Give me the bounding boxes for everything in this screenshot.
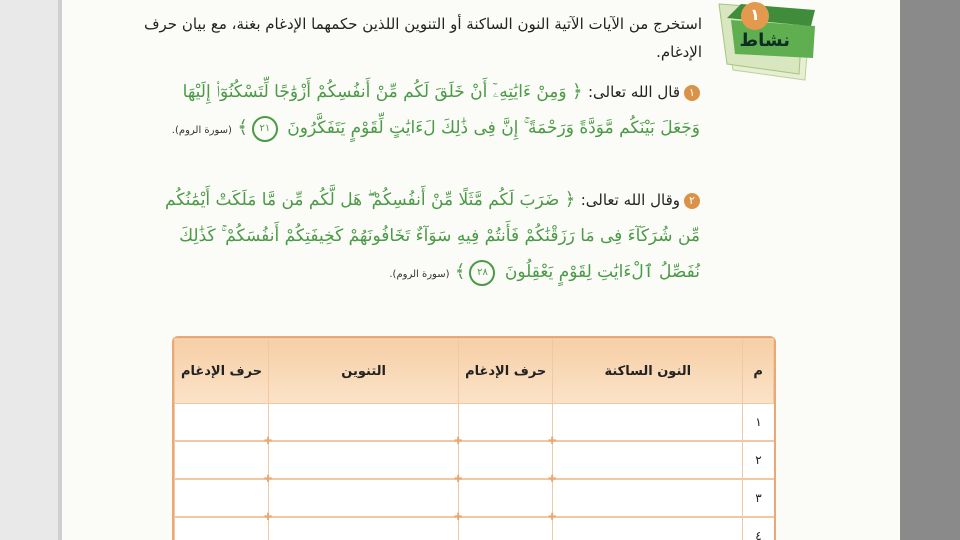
answer-cell[interactable] (459, 517, 553, 540)
answer-table (172, 336, 776, 540)
answer-cell[interactable] (175, 517, 269, 540)
cross-ornament-icon: ✚ (453, 512, 463, 523)
cross-ornament-icon: ✚ (548, 512, 557, 523)
answer-cell[interactable] (453, 479, 553, 523)
answer-cell[interactable] (175, 404, 269, 442)
cross-ornament-icon: ✚ (548, 474, 557, 485)
verse-block-2 (140, 182, 700, 293)
right-background (900, 0, 960, 540)
answer-cell[interactable] (263, 479, 459, 523)
answer-cell[interactable] (553, 517, 743, 540)
answer-cell[interactable] (453, 404, 553, 447)
cross-ornament-icon: ✚ (263, 512, 273, 523)
verse-text-1: وَمِنْ ءَايَٰتِهِۦٓ أَنْ خَلَقَ لَكُم مِّنْ أَنفُسِكُمْ أَزْوَٰجًا لِّتَسْكُنُوٓا۟ إِلَيْهَا وَجَعَلَ بَيْنَكُم مَّوَدَّةً وَرَحْمَةً ۚ إِنَّ فِى ذَٰلِكَ لَءَايَٰتٍ لِّقَوْمٍ يَتَفَكَّرُونَ (182, 82, 700, 138)
cross-ornament-icon: ✚ (453, 436, 463, 447)
header-idgham-letter-1: حرف الإدغام (459, 339, 553, 404)
ayah-number-2: ٢٨ (469, 260, 495, 286)
header-noon-sakinah: النون الساكنة (553, 339, 743, 404)
verse-source-2: (سورة الروم). (389, 269, 450, 280)
open-bracket-icon: ﴿ (564, 189, 576, 210)
header-idgham-letter-2: حرف الإدغام (175, 339, 269, 404)
verse-number-2: ٢ (684, 193, 700, 209)
answer-cell[interactable] (175, 479, 269, 517)
row-index: ٣ (743, 479, 774, 517)
answer-cell[interactable] (548, 479, 743, 523)
table-row (175, 479, 774, 517)
verse-text-2: ضَرَبَ لَكُم مَّثَلًا مِّنْ أَنفُسِكُمْ ۖ هَل لَّكُم مِّن مَّا مَلَكَتْ أَيْمَٰنُكُم مِّن شُرَكَآءَ فِى مَا رَزَقْنَٰكُمْ فَأَنتُمْ فِيهِ سَوَآءٌ تَخَافُونَهُمْ كَخِيفَتِكُمْ أَنفُسَكُمْ ۚ كَذَٰلِكَ نُفَصِّلُ ٱلْءَايَٰتِ لِقَوْمٍ يَعْقِلُونَ (165, 190, 700, 282)
header-tanween: التنوين (269, 339, 459, 404)
ayah-number-1: ٢١ (252, 116, 278, 142)
verse-intro-2: وقال الله تعالى: (580, 191, 680, 209)
header-index: م (743, 339, 774, 404)
verse-number-1: ١ (684, 85, 700, 101)
verse-source-1: (سورة الروم). (171, 125, 232, 136)
answer-cell[interactable] (263, 404, 459, 447)
answer-cell[interactable] (548, 404, 743, 447)
left-background (0, 0, 58, 540)
table-header-row (175, 339, 774, 404)
answer-cell[interactable] (453, 441, 553, 485)
instruction-text: استخرج من الآيات الآتية النون الساكنة أو التنوين اللذين حكمهما الإدغام بغنة، مع بيان حرف الإدغام. (143, 15, 702, 61)
answer-cell[interactable] (175, 441, 269, 479)
verse-block-1 (140, 74, 700, 149)
activity-number: ١ (750, 5, 760, 24)
answer-cell[interactable] (548, 441, 743, 485)
cross-ornament-icon: ✚ (263, 436, 273, 447)
activity-badge (705, 0, 820, 85)
close-bracket-icon: ﴾ (454, 261, 466, 282)
cross-ornament-icon: ✚ (263, 474, 273, 485)
verse-intro-1: قال الله تعالى: (587, 83, 680, 101)
cross-ornament-icon: ✚ (548, 436, 557, 447)
table-row (175, 517, 774, 540)
table-row (175, 441, 774, 479)
row-index: ١ (743, 404, 774, 442)
cross-ornament-icon: ✚ (453, 474, 463, 485)
activity-label: نشاط (739, 30, 790, 51)
open-bracket-icon: ﴿ (572, 81, 583, 102)
row-index: ٤ (743, 517, 774, 540)
table-row (175, 404, 774, 442)
answer-cell[interactable] (269, 517, 459, 540)
document-page (62, 0, 900, 540)
row-index: ٢ (743, 441, 774, 479)
answer-cell[interactable] (263, 441, 459, 485)
close-bracket-icon: ﴾ (237, 117, 248, 138)
